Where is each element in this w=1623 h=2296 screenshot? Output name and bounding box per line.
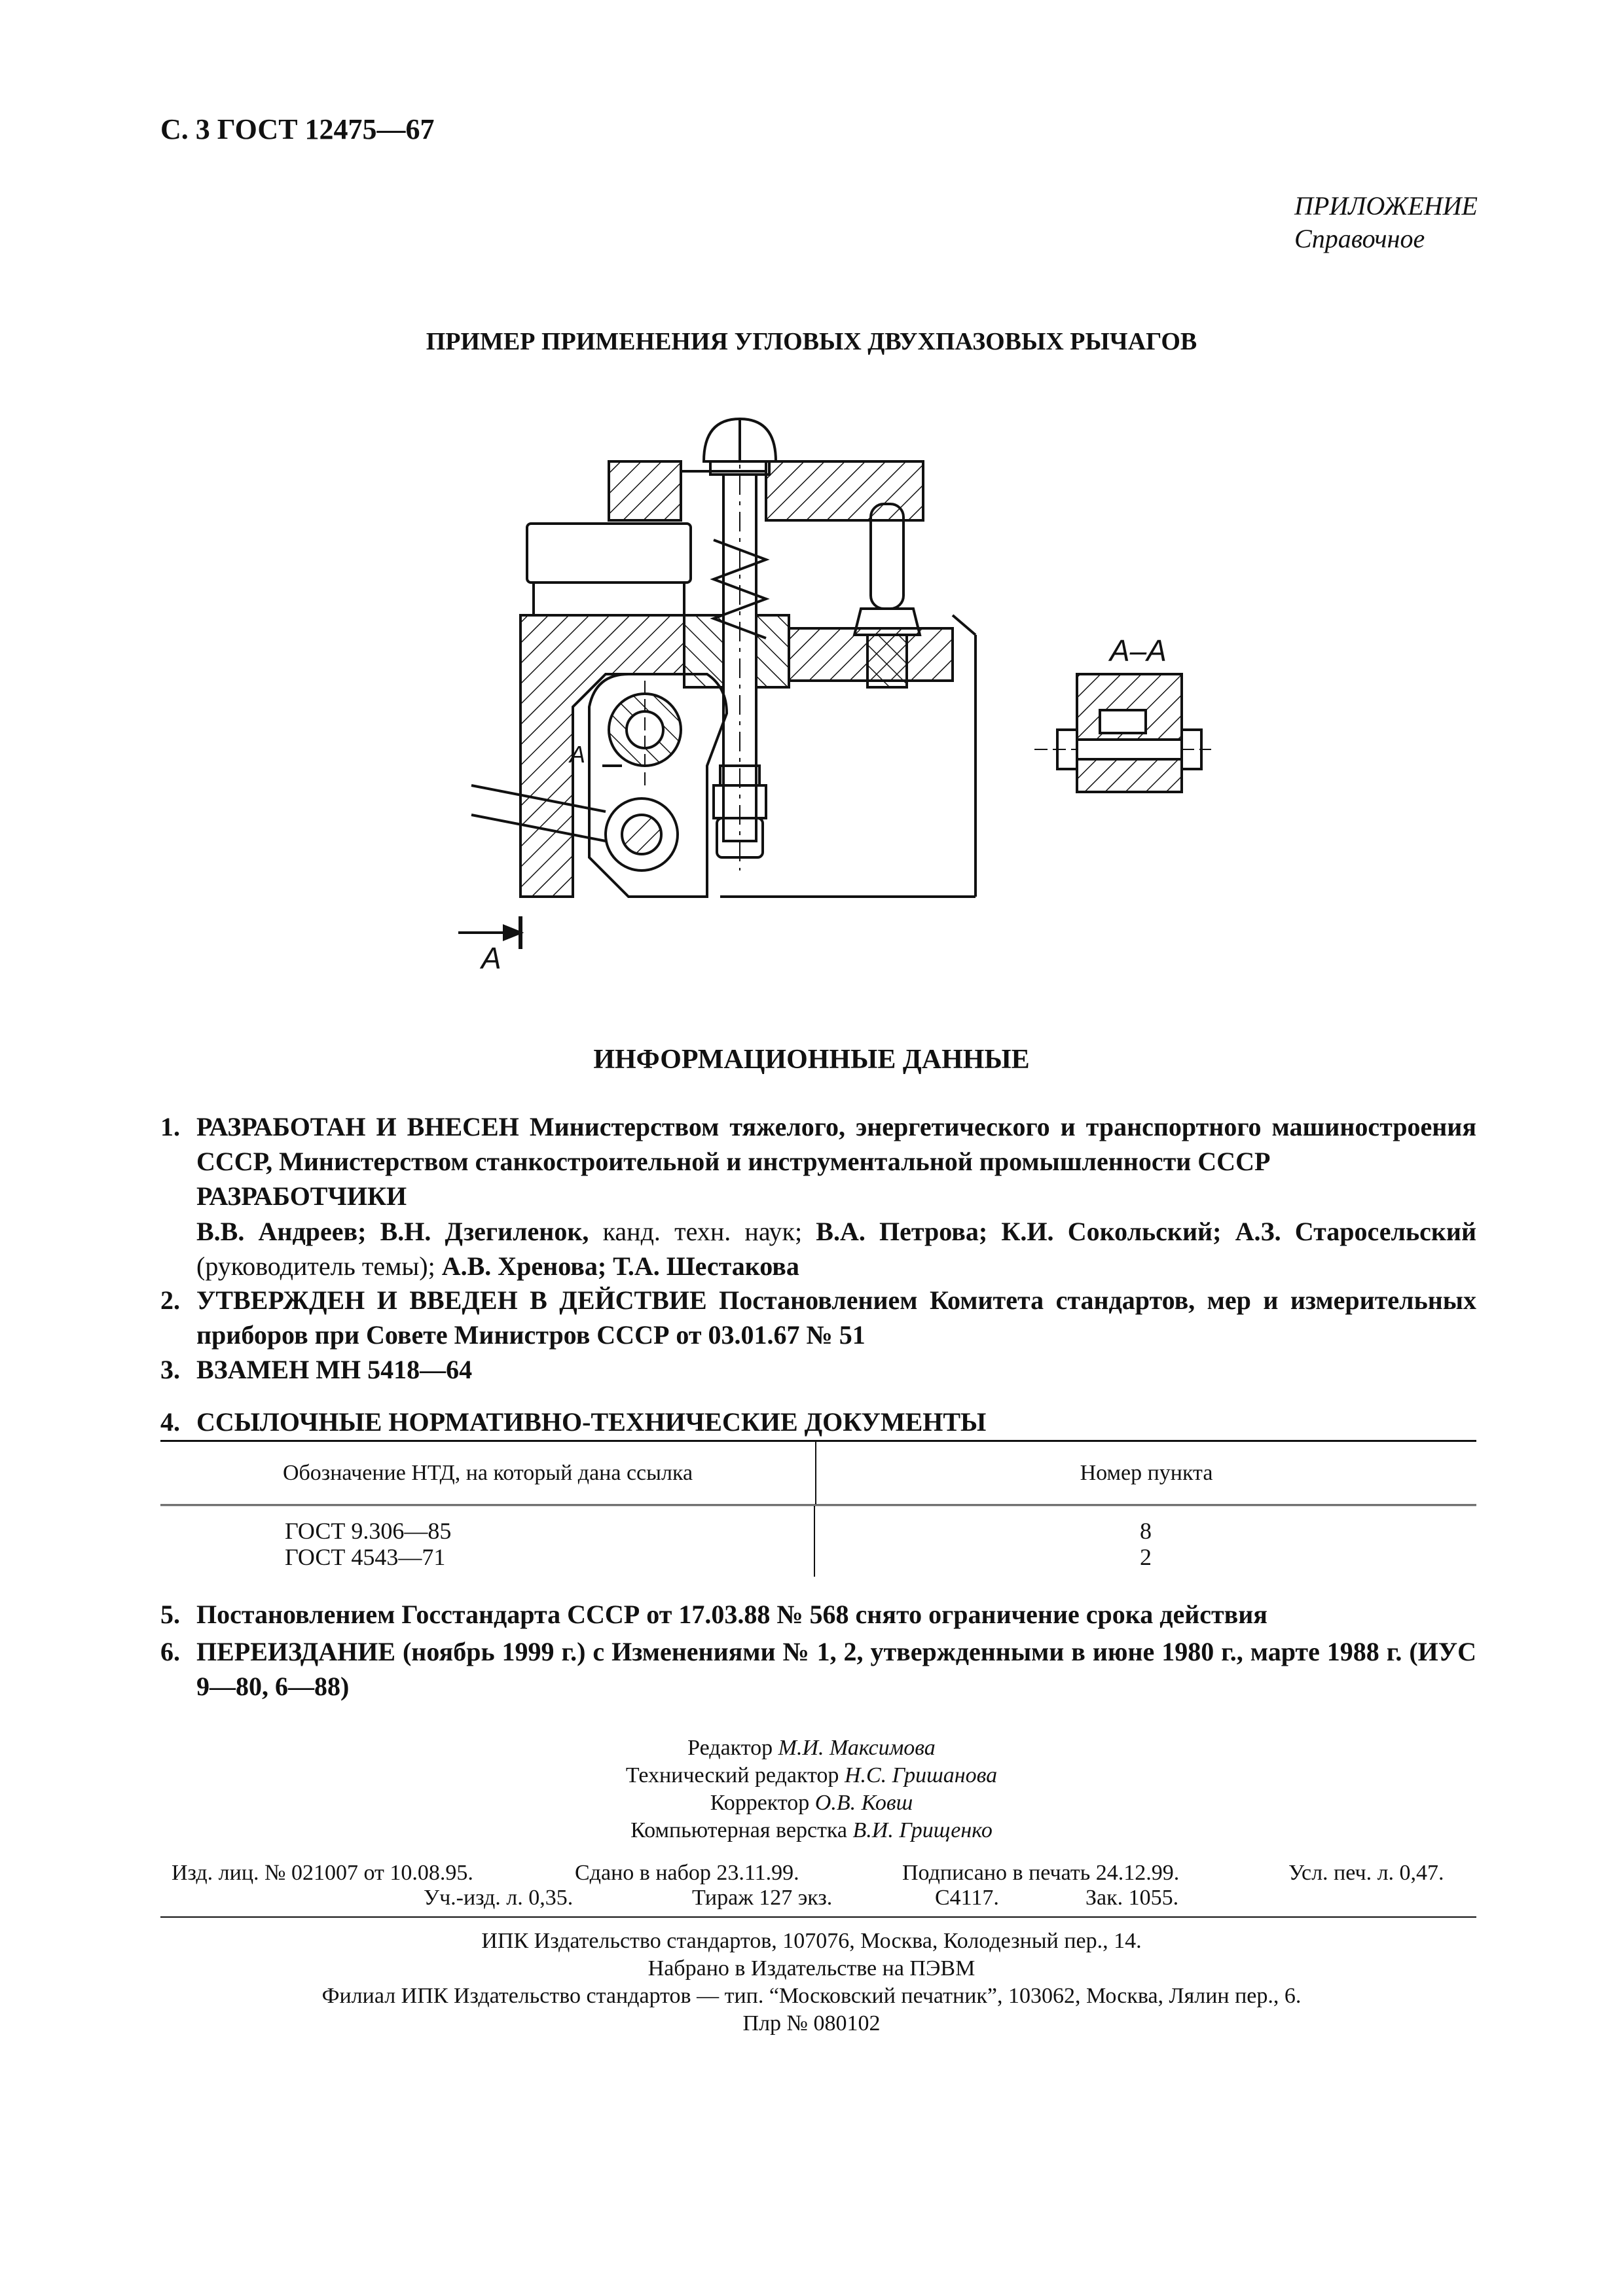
arrow-label-small: А [570, 741, 586, 768]
editor-name: М.И. Максимова [778, 1736, 936, 1760]
imprint-pub-sheets: Уч.-изд. л. 0,35. [424, 1886, 574, 1910]
divider [160, 1916, 1476, 1918]
reference-table [160, 1440, 1476, 1577]
credits-block [0, 1734, 1623, 1844]
imprint-print-sheets: Усл. печ. л. 0,47. [1288, 1861, 1444, 1885]
item-number: 6. [160, 1637, 180, 1666]
item-text: ССЫЛОЧНЫЕ НОРМАТИВНО-ТЕХНИЧЕСКИЕ ДОКУМЕНТЫ [196, 1407, 987, 1437]
item-number: 5. [160, 1600, 180, 1629]
info-item-4 [160, 1405, 1476, 1439]
layout-name: В.И. Грищенко [852, 1818, 993, 1842]
developer-role: (руководитель темы); [196, 1251, 435, 1281]
corrector-label: Корректор [710, 1791, 810, 1815]
col2-header: Номер пункта [1080, 1460, 1213, 1485]
imprint-order: Зак. 1055. [1085, 1886, 1179, 1910]
table-cell-clause: 2 [1140, 1544, 1152, 1570]
developers-label: РАЗРАБОТЧИКИ [196, 1181, 407, 1211]
developer-names: А.В. Хренова; Т.А. Шестакова [435, 1251, 799, 1281]
item-number: 2. [160, 1285, 180, 1315]
table-cell-doc: ГОСТ 9.306—85 [285, 1518, 452, 1544]
item-text: Постановлением Госстандарта СССР от 17.03.88 № 568 снято ограничение срока действия [196, 1600, 1267, 1629]
info-item-1 [160, 1109, 1476, 1213]
footer-line: ИПК Издательство стандартов, 107076, Москва, Колодезный пер., 14. [481, 1929, 1142, 1953]
col1-header: Обозначение НТД, на который дана ссылка [160, 1442, 816, 1504]
footer-line: Филиал ИПК Издательство стандартов — тип. “Московский печатник”, 103062, Москва, Лялин пер., 6. [321, 1984, 1302, 2008]
tech-editor-label: Технический редактор [625, 1763, 839, 1787]
info-item-6 [160, 1634, 1476, 1704]
item-text: ВЗАМЕН МН 5418—64 [196, 1355, 473, 1384]
publisher-footer [0, 1928, 1623, 2037]
footer-line: Набрано в Издательстве на ПЭВМ [647, 1956, 976, 1981]
developer-names: В.А. Петрова; К.И. Сокольский; А.З. Старосельский [802, 1217, 1476, 1246]
appendix-title: ПРИЛОЖЕНИЕ [1294, 191, 1478, 221]
developer-degree: канд. техн. наук; [589, 1217, 803, 1246]
section-label: А–А [1110, 634, 1167, 668]
info-item-3 [160, 1352, 1476, 1387]
item-number: 3. [160, 1355, 180, 1384]
lever-assembly-drawing [458, 399, 1211, 969]
imprint-sent: Сдано в набор 23.11.99. [575, 1861, 799, 1885]
page-header: С. 3 ГОСТ 12475—67 [160, 113, 435, 145]
corrector-name: О.В. Ковш [814, 1791, 913, 1815]
table-cell-clause: 8 [1140, 1518, 1152, 1544]
item-text: УТВЕРЖДЕН И ВВЕДЕН В ДЕЙСТВИЕ Постановлением Комитета стандартов, мер и измерительных приборов при Совете Министров СССР от 03.01.67 № 51 [196, 1285, 1476, 1350]
imprint-signed: Подписано в печать 24.12.99. [902, 1861, 1180, 1885]
item-number: 1. [160, 1112, 180, 1141]
info-title: ИНФОРМАЦИОННЫЕ ДАННЫЕ [593, 1045, 1030, 1075]
item-text: ПЕРЕИЗДАНИЕ (ноябрь 1999 г.) с Изменениями № 1, 2, утвержденными в июне 1980 г., марте 1988 г. (ИУС 9—80, 6—88) [196, 1637, 1476, 1701]
table-cell-doc: ГОСТ 4543—71 [285, 1544, 446, 1570]
item-number: 4. [160, 1407, 180, 1437]
tech-editor-name: Н.С. Гришанова [844, 1763, 998, 1787]
editor-label: Редактор [687, 1736, 773, 1760]
info-item-2 [160, 1283, 1476, 1352]
appendix-block [1294, 190, 1478, 255]
figure-title: ПРИМЕР ПРИМЕНЕНИЯ УГЛОВЫХ ДВУХПАЗОВЫХ РЫЧАГОВ [426, 328, 1197, 355]
arrow-label: А [481, 941, 501, 969]
developer-names: В.В. Андреев; В.Н. Дзегиленок, [196, 1217, 589, 1246]
imprint-license: Изд. лиц. № 021007 от 10.08.95. [172, 1861, 473, 1885]
footer-line: Плр № 080102 [742, 2011, 881, 2036]
info-item-5 [160, 1597, 1476, 1632]
imprint-run: Тираж 127 экз. [692, 1886, 833, 1910]
imprint-code: С4117. [935, 1886, 999, 1910]
developers-list [196, 1214, 1476, 1283]
layout-label: Компьютерная верстка [630, 1818, 848, 1842]
item-text: РАЗРАБОТАН И ВНЕСЕН Министерством тяжелого, энергетического и транспортного машиностроения СССР, Министерством станкостроительной и инструментальной промышленности СССР [196, 1112, 1476, 1176]
appendix-subtitle: Справочное [1294, 224, 1425, 253]
